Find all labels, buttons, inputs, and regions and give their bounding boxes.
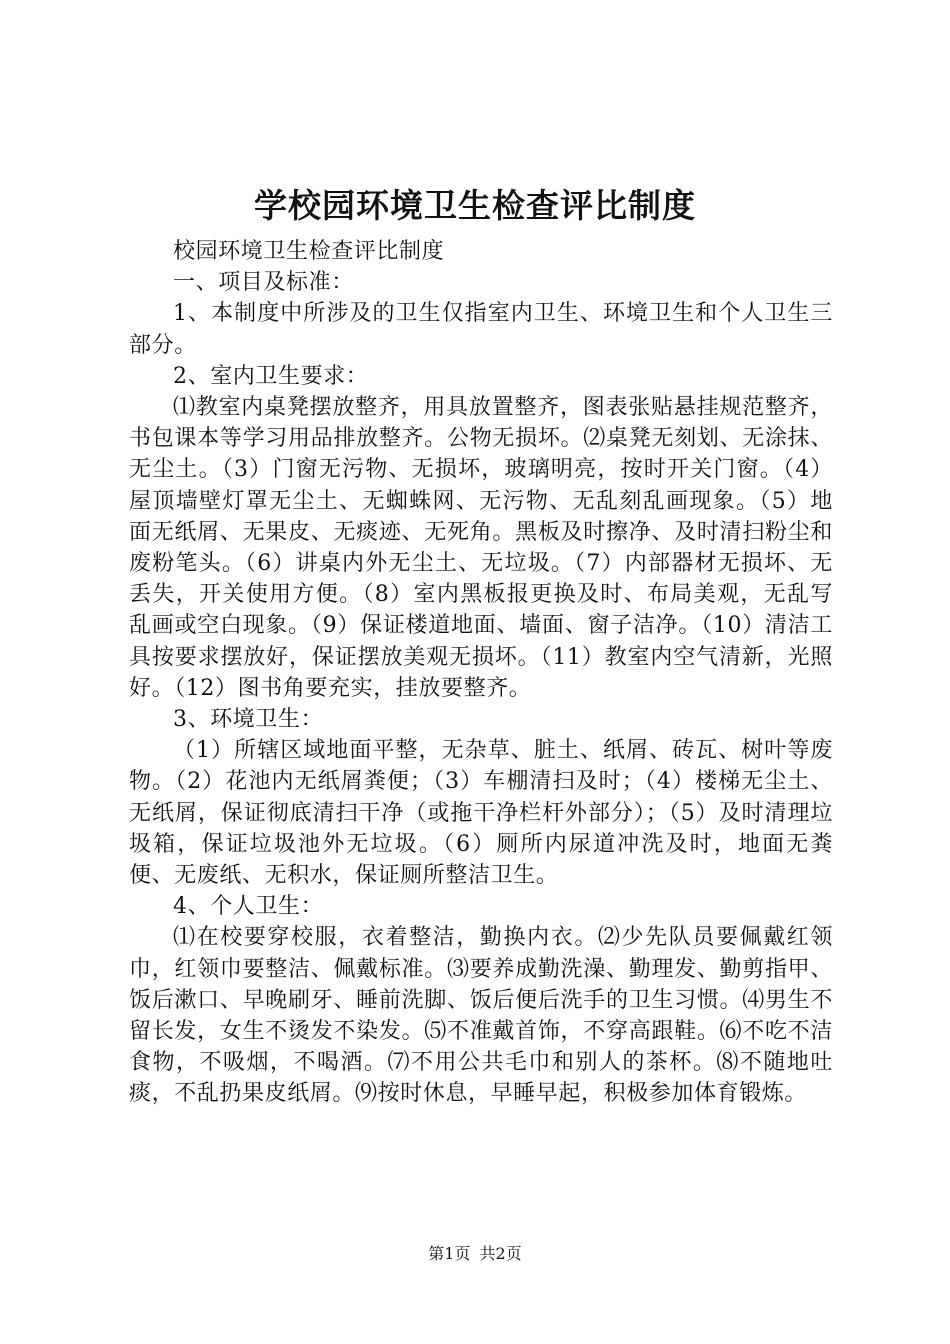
paragraph-personal-requirements: ⑴在校要穿校服，衣着整洁，勤换内衣。⑵少先队员要佩戴红领巾，红领巾要整洁、佩戴标准。⑶要养成勤洗澡、勤理发、勤剪指甲、饭后漱口、早晚刷牙、睡前洗脚、饭后便后洗手的卫生习惯。⑷男生不留长发，女生不烫发不染发。⑸不准戴首饰，不穿高跟鞋。⑹不吃不洁食物，不吸烟，不喝酒。⑺不用公共毛巾和别人的茶杯。⑻不随地吐痰，不乱扔果皮纸屑。⑼按时休息，早睡早起，积极参加体育锻炼。: [129, 925, 833, 1107]
page-footer: [0, 1243, 950, 1265]
document-title: 学校园环境卫生检查评比制度: [254, 186, 696, 225]
paragraph-item-1: 1、本制度中所涉及的卫生仅指室内卫生、环境卫生和个人卫生三部分。: [129, 301, 833, 358]
page-total: 共2页: [479, 1244, 522, 1263]
paragraph-indoor-requirements: ⑴教室内桌凳摆放整齐，用具放置整齐，图表张贴悬挂规范整齐，书包课本等学习用品排放整齐。公物无损坏。⑵桌凳无刻划、无涂抹、无尘土。（3）门窗无污物、无损坏，玻璃明亮，按时开关门窗。（4）屋顶墙壁灯罩无尘土、无蜘蛛网、无污物、无乱刻乱画现象。（5）地面无纸屑、无果皮、无痰迹、无死角。黑板及时擦净、及时清扫粉尘和废粉笔头。（6）讲桌内外无尘土、无垃圾。（7）内部器材无损坏、无丢失，开关使用方便。（8）室内黑板报更换及时、布局美观，无乱写乱画或空白现象。（9）保证楼道地面、墙面、窗子洁净。（10）清洁工具按要求摆放好，保证摆放美观无损坏。（11）教室内空气清新，光照好。（12）图书角要充实，挂放要整齐。: [129, 395, 833, 701]
document-body: [129, 236, 833, 1110]
paragraph-subtitle: 校园环境卫生检查评比制度: [173, 239, 445, 264]
paragraph-item-4-heading: 4、个人卫生：: [173, 894, 324, 920]
paragraph-environment-requirements: （1）所辖区域地面平整，无杂草、脏土、纸屑、砖瓦、树叶等废物。（2）花池内无纸屑粪便；（3）车棚清扫及时；（4）楼梯无尘土、无纸屑，保证彻底清扫干净（或拖干净栏杆外部分）；（5）及时清理垃圾箱，保证垃圾池外无垃圾。（6）厕所内尿道冲洗及时，地面无粪便、无废纸、无积水，保证厕所整洁卫生。: [129, 738, 833, 889]
paragraph-item-3-heading: 3、环境卫生：: [173, 707, 324, 733]
page-number: 第1页: [428, 1244, 471, 1263]
paragraph-item-2-heading: 2、室内卫生要求：: [173, 363, 369, 389]
paragraph-section-heading: 一、项目及标准：: [173, 270, 354, 296]
